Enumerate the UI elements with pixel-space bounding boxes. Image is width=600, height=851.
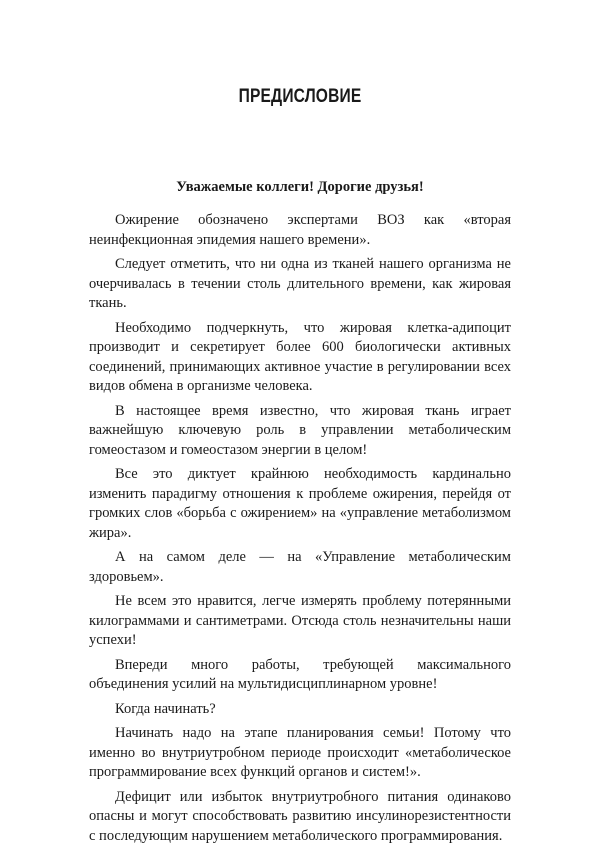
paragraph: В настоящее время известно, что жировая ткань играет важнейшую ключевую роль в управлении метаболическим гомеостазом и гомеостазом энергии в целом! (89, 402, 511, 458)
preface-body (89, 178, 511, 851)
paragraph: Следует отметить, что ни одна из тканей нашего организма не очерчивалась в течении столь длительного времени, как жировая ткань. (89, 256, 511, 311)
paragraph: Ожирение обозначено экспертами ВОЗ как «вторая неинфекционная эпидемия нашего времени». (89, 212, 511, 248)
paragraph: Необходимо подчеркнуть, что жировая клетка-адипоцит производит и секретирует более 600 биологически активных соединений, принимающих активное участие в регулировании всех видов обмена в организме человека. (89, 319, 511, 394)
paragraph: Когда начинать? (115, 700, 216, 717)
paragraph: А на самом деле — на «Управление метаболическим здоровьем». (89, 549, 511, 585)
paragraph: Дефицит или избыток внутриутробного питания одинаково опасны и могут способствовать развитию инсулинорезистентности с последующим нарушением метаболического программирования. (89, 788, 511, 844)
salutation: Уважаемые коллеги! Дорогие друзья! (176, 179, 424, 195)
paragraph: Начинать надо на этапе планирования семьи! Потому что именно во внутриутробном периоде происходит «метаболическое программирование всех функций органов и систем!». (89, 725, 511, 780)
paragraph: Все это диктует крайнюю необходимость кардинально изменить парадигму отношения к проблеме ожирения, перейдя от громких слов «борьба с ожирением» на «управление метаболизмом жира». (89, 466, 511, 541)
chapter-title: ПРЕДИСЛОВИЕ (238, 86, 362, 107)
paragraph: Впереди много работы, требующей максимального объединения усилий на мультидисциплинарном уровне! (89, 656, 511, 692)
paragraph: Не всем это нравится, легче измерять проблему потерянными килограммами и сантиметрами. Отсюда столь незначительны наши успехи! (89, 593, 511, 648)
